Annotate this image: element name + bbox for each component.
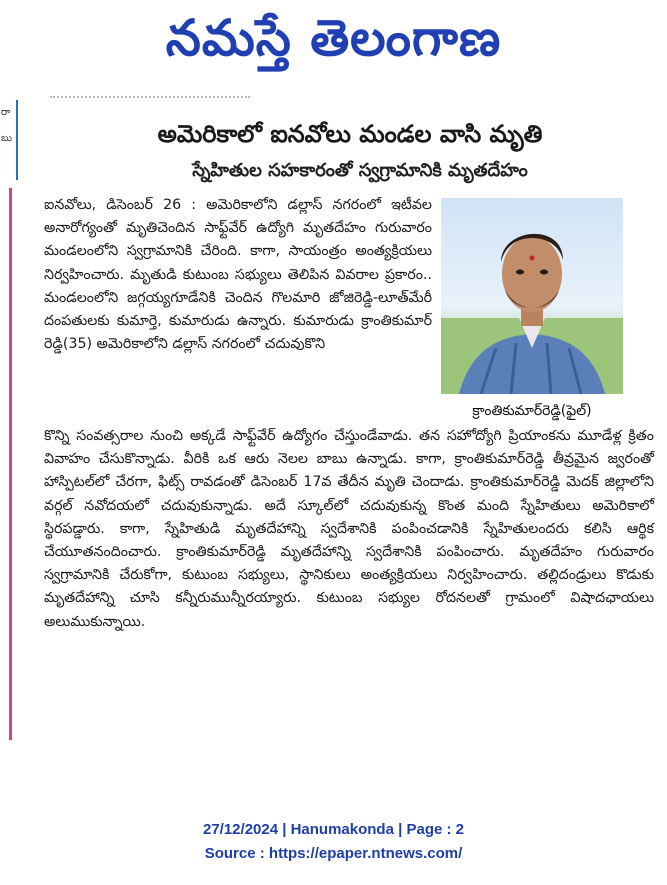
- article-body-lower: కొన్ని సంవత్సరాల నుంచి అక్కడే సాఫ్ట్‌వేర్ ఉద్యోగం చేస్తుండేవాడు. తన సహోద్యోగి ప్రియాంకను మూడేళ్ల క్రితం వివాహం చేసుకొన్నాడు. వీరికి ఒక ఆరు నెలల బాబు ఉన్నాడు. కాగా, క్రాంతికుమార్‌రెడ్డి తీవ్రమైన జ్వరంతో హాస్పిటల్‌లో చేరగా, ఫిట్స్ రావడంతో డిసెంబర్ 17వ తేదీన మృతి చెందాడు. క్రాంతికుమార్‌రెడ్డి మెదక్ జిల్లాలోని వర్గల్ నవోదయలో చదువుకున్నాడు. అదే స్కూల్‌లో చదువుకున్న కొంత మంది స్నేహితులు అమెరికాలో స్థిరపడ్డారు. కాగా, స్నేహితుడి మృతదేహాన్ని స్వదేశానికి పంపించడానికి స్నేహితులందరు కలిసి ఆర్థిక చేయూతనందించారు. క్రాంతికుమార్‌రెడ్డి మృతదేహాన్ని స్వదేశానికి పంపించారు. మృతదేహం గురువారం స్వగ్రామానికి చేరుకోగా, కుటుంబ సభ్యులు, స్థానికులు అంత్యక్రియలు నిర్వహించారు. తల్లిదండ్రులు కొడుకు మృతదేహాన్ని చూసి కన్నీరుమున్నీరయ్యారు. కుటుంబ సభ్యుల రోదనలతో గ్రామంలో విషాదఛాయలు అలుముకున్నాయి.: [44, 428, 654, 630]
- photo-caption: క్రాంతికుమార్‌రెడ్డి(ఫైల్): [472, 403, 592, 419]
- source-line: Source : https://epaper.ntnews.com/: [204, 845, 463, 862]
- article-subheadline: స్నేహితుల సహకారంతో స్వగ్రామానికి మృతదేహం: [192, 160, 528, 181]
- masthead: [0, 0, 667, 78]
- article-body-upper: ఐనవోలు, డిసెంబర్ 26 : అమెరికాలోని డల్లాస్ నగరంలో ఇటీవల అనారోగ్యంతో మృతిచెందిన సాఫ్ట్‌వేర్ ఉద్యోగి మృతదేహం గురువారం మండలంలోని స్వగ్రామానికి చేరింది. కాగా, సాయంత్రం అంత్యక్రియలు నిర్వహించారు. మృతుడి కుటుంబ సభ్యులు తెలిపిన వివరాల ప్రకారం.. మండలంలోని జగ్గయ్యగూడేనికి చెందిన గొలమారి జోజిరెడ్డి-లూత్‌మేరీ దంపతులకు కుమార్తె, కుమారుడు ఉన్నారు. కుమారుడు క్రాంతికుమార్ రెడ్డి(35) అమెరికాలోని డల్లాస్ నగరంలో చదువుకొని: [44, 197, 432, 353]
- adjacent-article-border: [0, 188, 12, 740]
- adjacent-article-edge: [0, 100, 18, 180]
- clipped-text-fragment: [50, 96, 250, 106]
- adjacent-article-fragment-2: బు: [1, 133, 12, 144]
- portrait-illustration: [441, 198, 623, 394]
- footer: [0, 818, 667, 866]
- portrait-photo: [441, 198, 623, 394]
- newspaper-logo: నమస్తే తెలంగాణ: [165, 9, 502, 67]
- edition-info: 27/12/2024 | Hanumakonda | Page : 2: [202, 821, 464, 838]
- adjacent-article-fragment-1: రా: [1, 107, 11, 118]
- article-headline: అమెరికాలో ఐనవోలు మండల వాసి మృతి: [157, 120, 543, 148]
